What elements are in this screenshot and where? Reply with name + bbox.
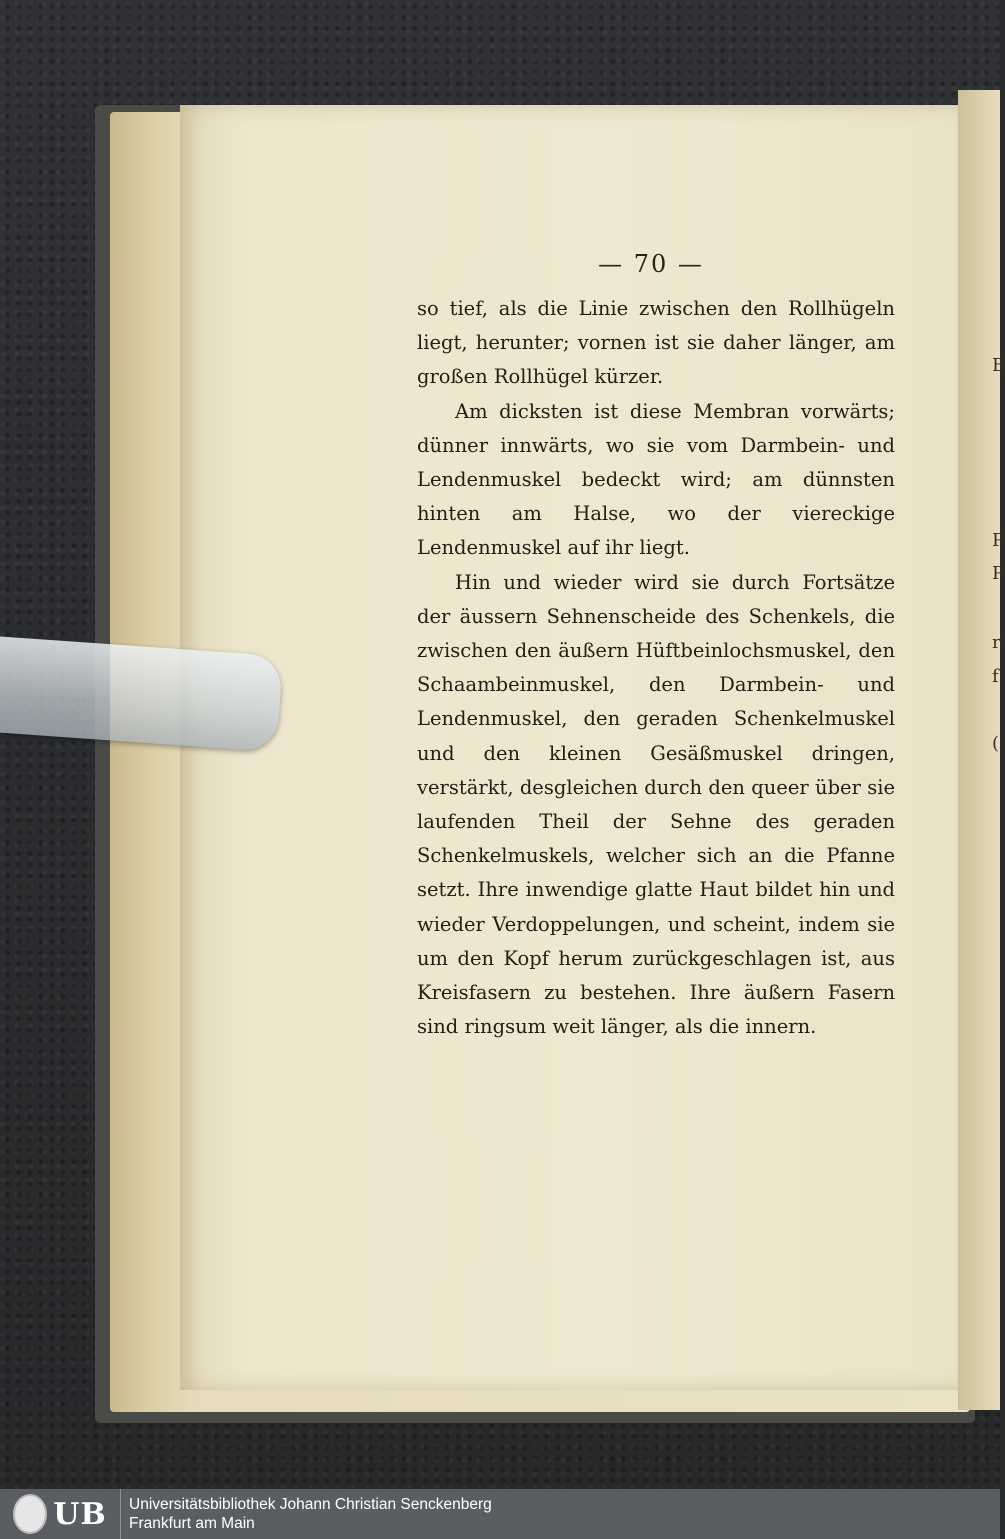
facing-page-glyph: f bbox=[992, 666, 999, 687]
page-number: — 70 — bbox=[598, 250, 704, 278]
facing-page-glyph: ( bbox=[992, 733, 1000, 754]
facing-page-glyph: P bbox=[992, 530, 1005, 551]
page-holder-ruler bbox=[0, 636, 283, 752]
library-name bbox=[121, 1495, 492, 1533]
page-text bbox=[417, 292, 895, 1044]
footer-bar bbox=[0, 1489, 1000, 1539]
logo-text: UB bbox=[53, 1496, 107, 1532]
facing-page-glyph: B bbox=[992, 355, 1005, 376]
seal-icon bbox=[13, 1494, 47, 1534]
paragraph: so tief, als die Linie zwischen den Rollhügeln liegt, herunter; vornen ist sie daher länger, am großen Rollhügel kürzer. bbox=[417, 297, 895, 389]
library-logo bbox=[0, 1489, 121, 1539]
library-name-line2: Frankfurt am Main bbox=[129, 1515, 255, 1532]
paragraph: Hin und wieder wird sie durch Fortsätze der äussern Sehnenscheide des Schenkels, die zwischen den äußern Hüftbeinlochsmuskel, den Schaambeinmuskel, den Darmbein- und Lendenmuskel, den geraden Schenkelmuskel und den kleinen Gesäßmuskel dringen, verstärkt, desgleichen durch den queer über sie laufenden Theil der Sehne des geraden Schenkelmuskels, welcher sich an die Pfanne setzt. Ihre inwendige glatte Haut bildet hin und wieder Verdoppelungen, und scheint, indem sie um den Kopf herum zurückgeschlagen ist, aus Kreisfasern zu bestehen. Ihre äußern Fasern sind ringsum weit länger, als die innern. bbox=[417, 570, 895, 1039]
facing-page-glyph: P bbox=[992, 563, 1005, 584]
paragraph: Am dicksten ist diese Membran vorwärts; dünner innwärts, wo sie vom Darmbein- und Lendenmuskel bedeckt wird; am dünnsten hinten am Halse, wo der viereckige Lendenmuskel auf ihr liegt. bbox=[417, 399, 895, 560]
facing-page-glyph: r bbox=[992, 632, 1001, 653]
library-name-line1: Universitätsbibliothek Johann Christian Senckenberg bbox=[129, 1496, 492, 1513]
